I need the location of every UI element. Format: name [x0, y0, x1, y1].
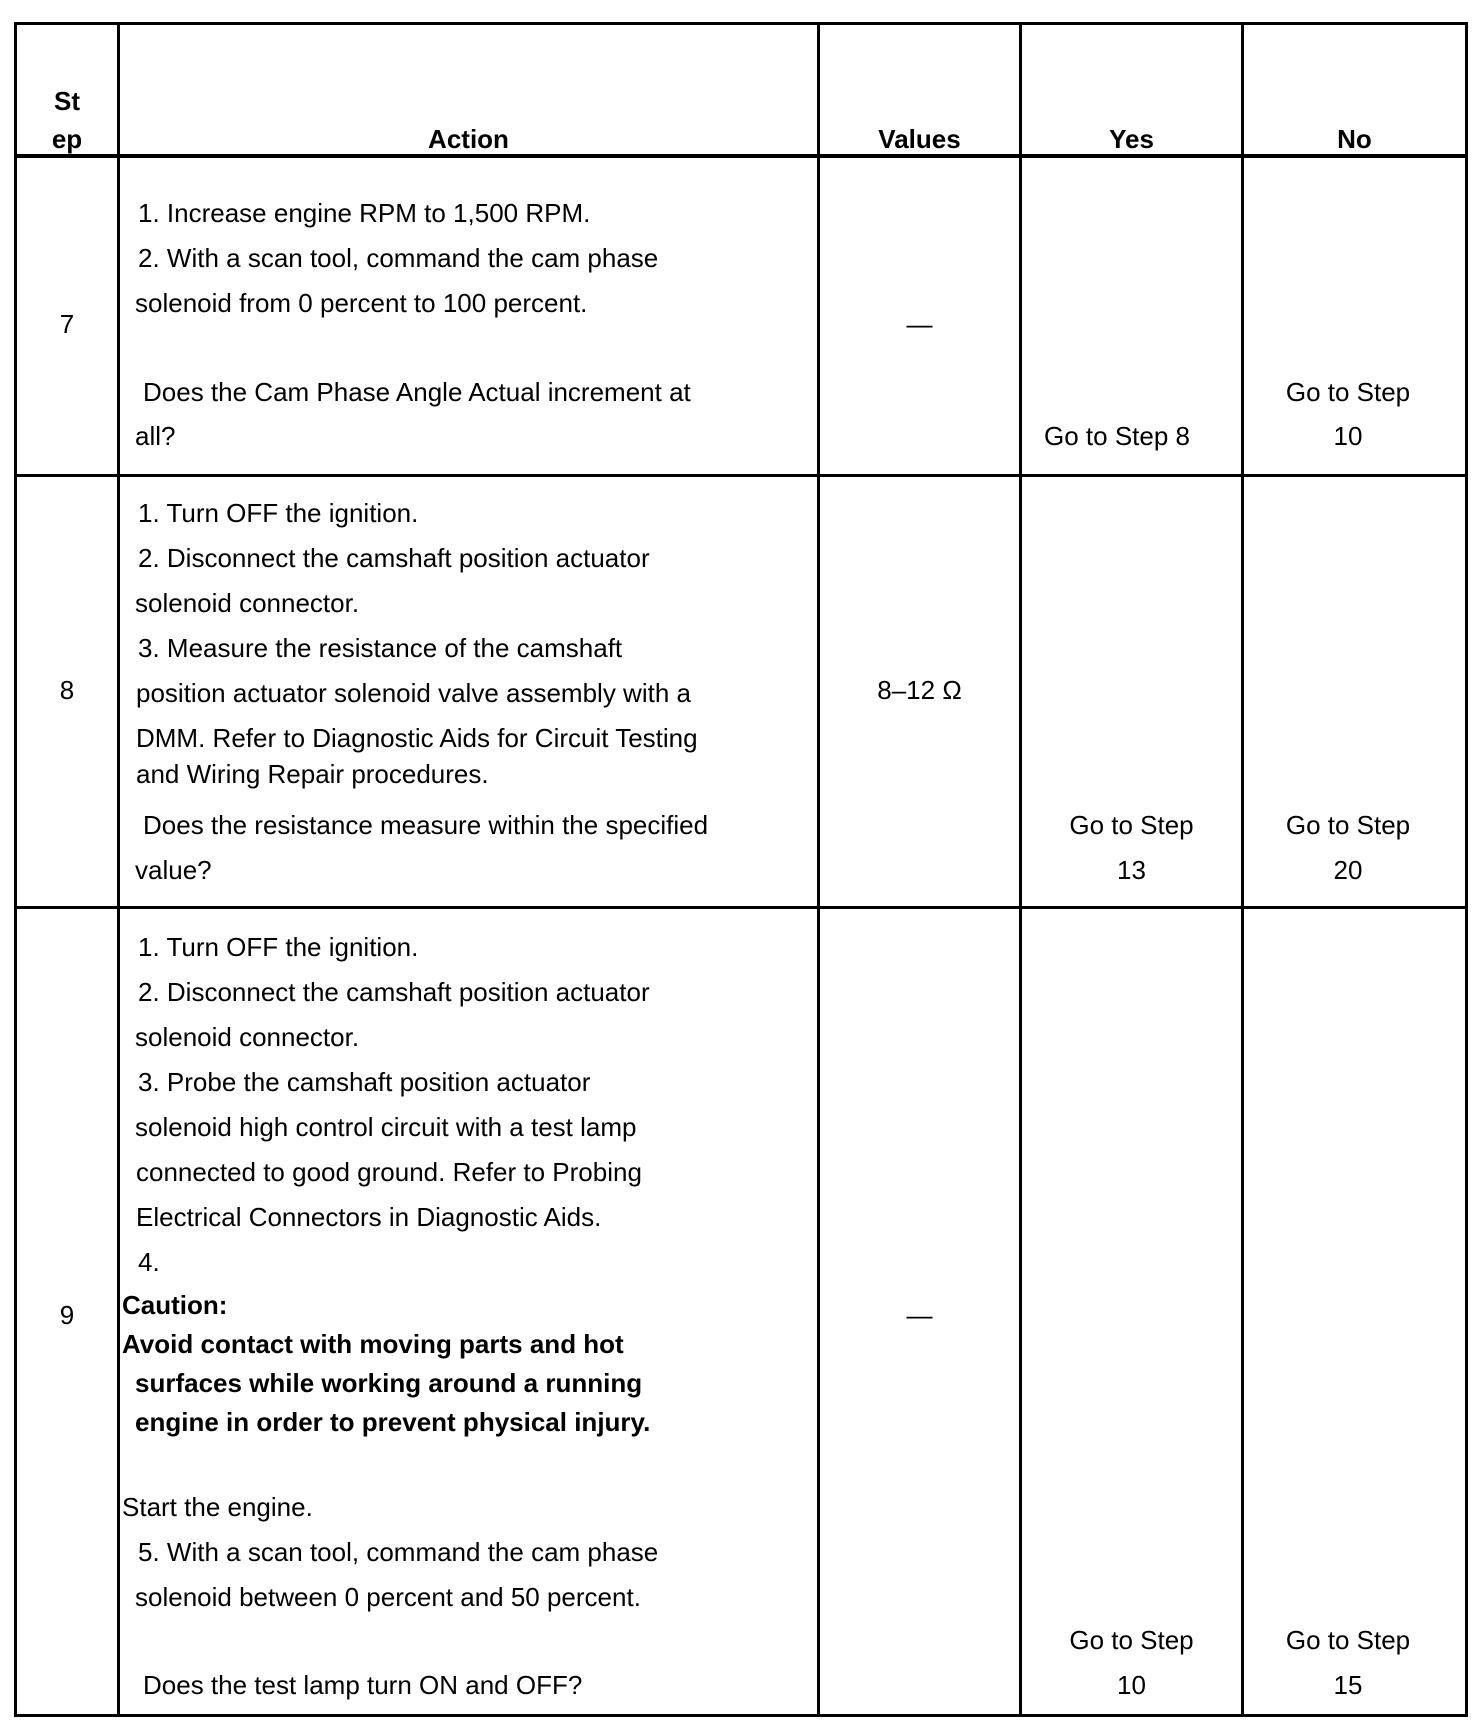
- value-cell: —: [906, 309, 933, 339]
- header-values: Values: [878, 124, 961, 154]
- header-no: No: [1337, 124, 1372, 154]
- table-border-top: [14, 22, 1468, 25]
- action-line: 3. Probe the camshaft position actuator: [138, 1067, 591, 1097]
- caution-label: Caution:: [122, 1290, 228, 1320]
- action-line: and Wiring Repair procedures.: [136, 759, 489, 789]
- table-border-bottom: [14, 1714, 1468, 1717]
- table-border-right: [1465, 22, 1468, 1717]
- yes-link-line1[interactable]: Go to Step: [1069, 810, 1194, 840]
- row-separator-7-8: [14, 474, 1468, 477]
- action-line: 2. Disconnect the camshaft position actuator: [138, 543, 650, 573]
- step-number: 9: [59, 1300, 75, 1330]
- action-line: position actuator solenoid valve assembly with a: [136, 678, 691, 708]
- yes-link-line2[interactable]: 10: [1117, 1670, 1146, 1700]
- header-action: Action: [428, 124, 509, 154]
- col-divider-action: [817, 22, 820, 1717]
- header-yes: Yes: [1109, 124, 1154, 154]
- table-border-left: [14, 22, 17, 1717]
- action-line: solenoid between 0 percent and 50 percent.: [135, 1582, 641, 1612]
- action-line: 5. With a scan tool, command the cam phase: [138, 1537, 659, 1567]
- action-line: DMM. Refer to Diagnostic Aids for Circuit Testing: [136, 723, 698, 753]
- action-line: 2. With a scan tool, command the cam phase: [138, 243, 659, 273]
- no-link-line1[interactable]: Go to Step: [1285, 1625, 1411, 1655]
- yes-link-line1[interactable]: Go to Step: [1069, 1625, 1194, 1655]
- action-line: solenoid connector.: [135, 1022, 360, 1052]
- col-divider-step: [117, 22, 120, 1717]
- yes-link[interactable]: Go to Step 8: [1044, 421, 1190, 451]
- caution-text: engine in order to prevent physical injury.: [135, 1407, 651, 1437]
- action-line: 3. Measure the resistance of the camshaft: [138, 633, 623, 663]
- action-question: Does the resistance measure within the specified: [143, 810, 709, 840]
- action-question: all?: [135, 421, 176, 451]
- action-line: solenoid connector.: [135, 588, 360, 618]
- action-line: Start the engine.: [122, 1492, 313, 1522]
- action-line: 4.: [138, 1247, 160, 1277]
- no-link-line2[interactable]: 10: [1333, 421, 1363, 451]
- no-link-line1[interactable]: Go to Step: [1285, 377, 1411, 407]
- caution-text: Avoid contact with moving parts and hot: [122, 1329, 624, 1359]
- action-line: solenoid from 0 percent to 100 percent.: [135, 288, 588, 318]
- row-separator-8-9: [14, 906, 1468, 909]
- header-step-line1: St: [54, 86, 80, 116]
- action-line: 1. Increase engine RPM to 1,500 RPM.: [138, 198, 591, 228]
- step-number: 8: [59, 675, 75, 705]
- action-line: Electrical Connectors in Diagnostic Aids.: [136, 1202, 602, 1232]
- header-separator: [14, 154, 1468, 158]
- action-line: connected to good ground. Refer to Probing: [136, 1157, 642, 1187]
- action-line: 1. Turn OFF the ignition.: [138, 932, 419, 962]
- value-cell: 8–12 Ω: [877, 675, 962, 705]
- header-step-line2: ep: [51, 124, 83, 154]
- yes-link-line2[interactable]: 13: [1117, 855, 1146, 885]
- action-line: 2. Disconnect the camshaft position actuator: [138, 977, 650, 1007]
- action-question: value?: [135, 855, 212, 885]
- action-line: solenoid high control circuit with a test lamp: [135, 1112, 637, 1142]
- no-link-line1[interactable]: Go to Step: [1285, 810, 1411, 840]
- no-link-line2[interactable]: 15: [1333, 1670, 1363, 1700]
- step-number: 7: [59, 309, 75, 339]
- action-question: Does the test lamp turn ON and OFF?: [143, 1670, 583, 1700]
- action-line: 1. Turn OFF the ignition.: [138, 498, 419, 528]
- value-cell: —: [906, 1300, 933, 1330]
- action-question: Does the Cam Phase Angle Actual increment at: [143, 377, 691, 407]
- no-link-line2[interactable]: 20: [1333, 855, 1363, 885]
- caution-text: surfaces while working around a running: [135, 1368, 643, 1398]
